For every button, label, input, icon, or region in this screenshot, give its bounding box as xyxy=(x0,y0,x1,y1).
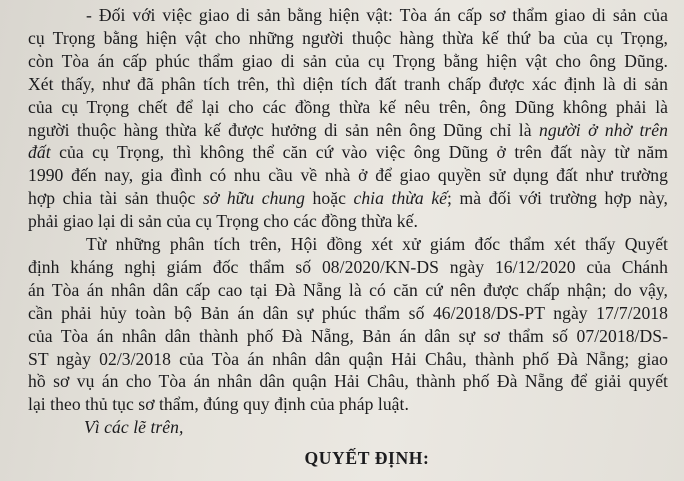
p1-line-9-italic-b: chia thừa kế xyxy=(353,188,448,209)
p1-line-2: cụ Trọng bằng hiện vật cho những người thuộc hàng thừa kế thứ ba của cụ Trọng, xyxy=(28,27,668,48)
p2-line-7: hồ sơ vụ án cho Tòa án nhân dân quận Hải Châu, thành phố Đà Nẵng để giải quyết xyxy=(28,371,668,392)
p1-line-5: của cụ Trọng chết để lại cho các đồng thừa kế nêu trên, ông Dũng không phải là xyxy=(28,96,668,117)
p2-line-4: cần phải hủy toàn bộ Bản án dân sự phúc thẩm số 46/2018/DS-PT ngày 17/7/2018 xyxy=(28,302,668,323)
p2-line-5: của Tòa án nhân dân thành phố Đà Nẵng, Bản án dân sự sơ thẩm số 07/2018/DS- xyxy=(28,325,668,346)
p1-line-10: phải giao lại di sản của cụ Trọng cho các đồng thừa kế. xyxy=(28,211,418,232)
p1-line-7-italic: đất xyxy=(28,142,51,163)
closing-line: Vì các lẽ trên, xyxy=(84,417,184,438)
p2-line-8: lại theo thủ tục sơ thẩm, đúng quy định của pháp luật. xyxy=(28,394,409,415)
decision-heading: QUYẾT ĐỊNH: xyxy=(304,448,430,469)
p1-line-4: Xét thấy, như đã phân tích trên, thì diện tích đất tranh chấp được xác định là di sản xyxy=(28,73,668,94)
p2-line-3: án Tòa án nhân dân cấp cao tại Đà Nẵng là có căn cứ nên được chấp nhận; do vậy, xyxy=(28,279,668,300)
p1-line-1: - Đối với việc giao di sản bằng hiện vật: Tòa án cấp sơ thẩm giao di sản của xyxy=(86,5,668,25)
p2-line-1: Từ những phân tích trên, Hội đồng xét xử giám đốc thẩm xét thấy Quyết xyxy=(86,234,668,254)
p1-line-7 xyxy=(28,140,668,164)
p1-line-9-text-b: hoặc xyxy=(304,188,354,209)
p1-line-7-text: của cụ Trọng, thì không thể căn cứ vào việc ông Dũng ở trên đất này từ năm xyxy=(50,142,668,163)
p1-line-6 xyxy=(28,118,668,142)
p1-line-9-text-a: hợp chia tài sản thuộc xyxy=(28,188,203,209)
p1-line-6-text: người thuộc hàng thừa kế được hưởng di sản nên ông Dũng chỉ là xyxy=(28,119,539,140)
p1-line-9-italic-a: sở hữu chung xyxy=(202,188,305,209)
p1-line-6-italic: người ở nhờ trên xyxy=(539,119,668,140)
p1-line-3: còn Tòa án cấp phúc thẩm giao di sản của cụ Trọng bằng hiện vật cho ông Dũng. xyxy=(28,50,668,71)
p1-line-8: 1990 đến nay, gia đình có nhu cầu về nhà ở để giao quyền sử dụng đất như trường xyxy=(28,165,668,186)
p2-line-2: định kháng nghị giám đốc thẩm số 08/2020/KN-DS ngày 16/12/2020 của Chánh xyxy=(28,256,668,277)
p2-line-6: ST ngày 02/3/2018 của Tòa án nhân dân quận Hải Châu, thành phố Đà Nẵng; giao xyxy=(28,348,668,369)
p1-line-9 xyxy=(28,186,668,210)
p1-line-9-text-c: ; mà đối với trường hợp này, xyxy=(447,188,668,209)
